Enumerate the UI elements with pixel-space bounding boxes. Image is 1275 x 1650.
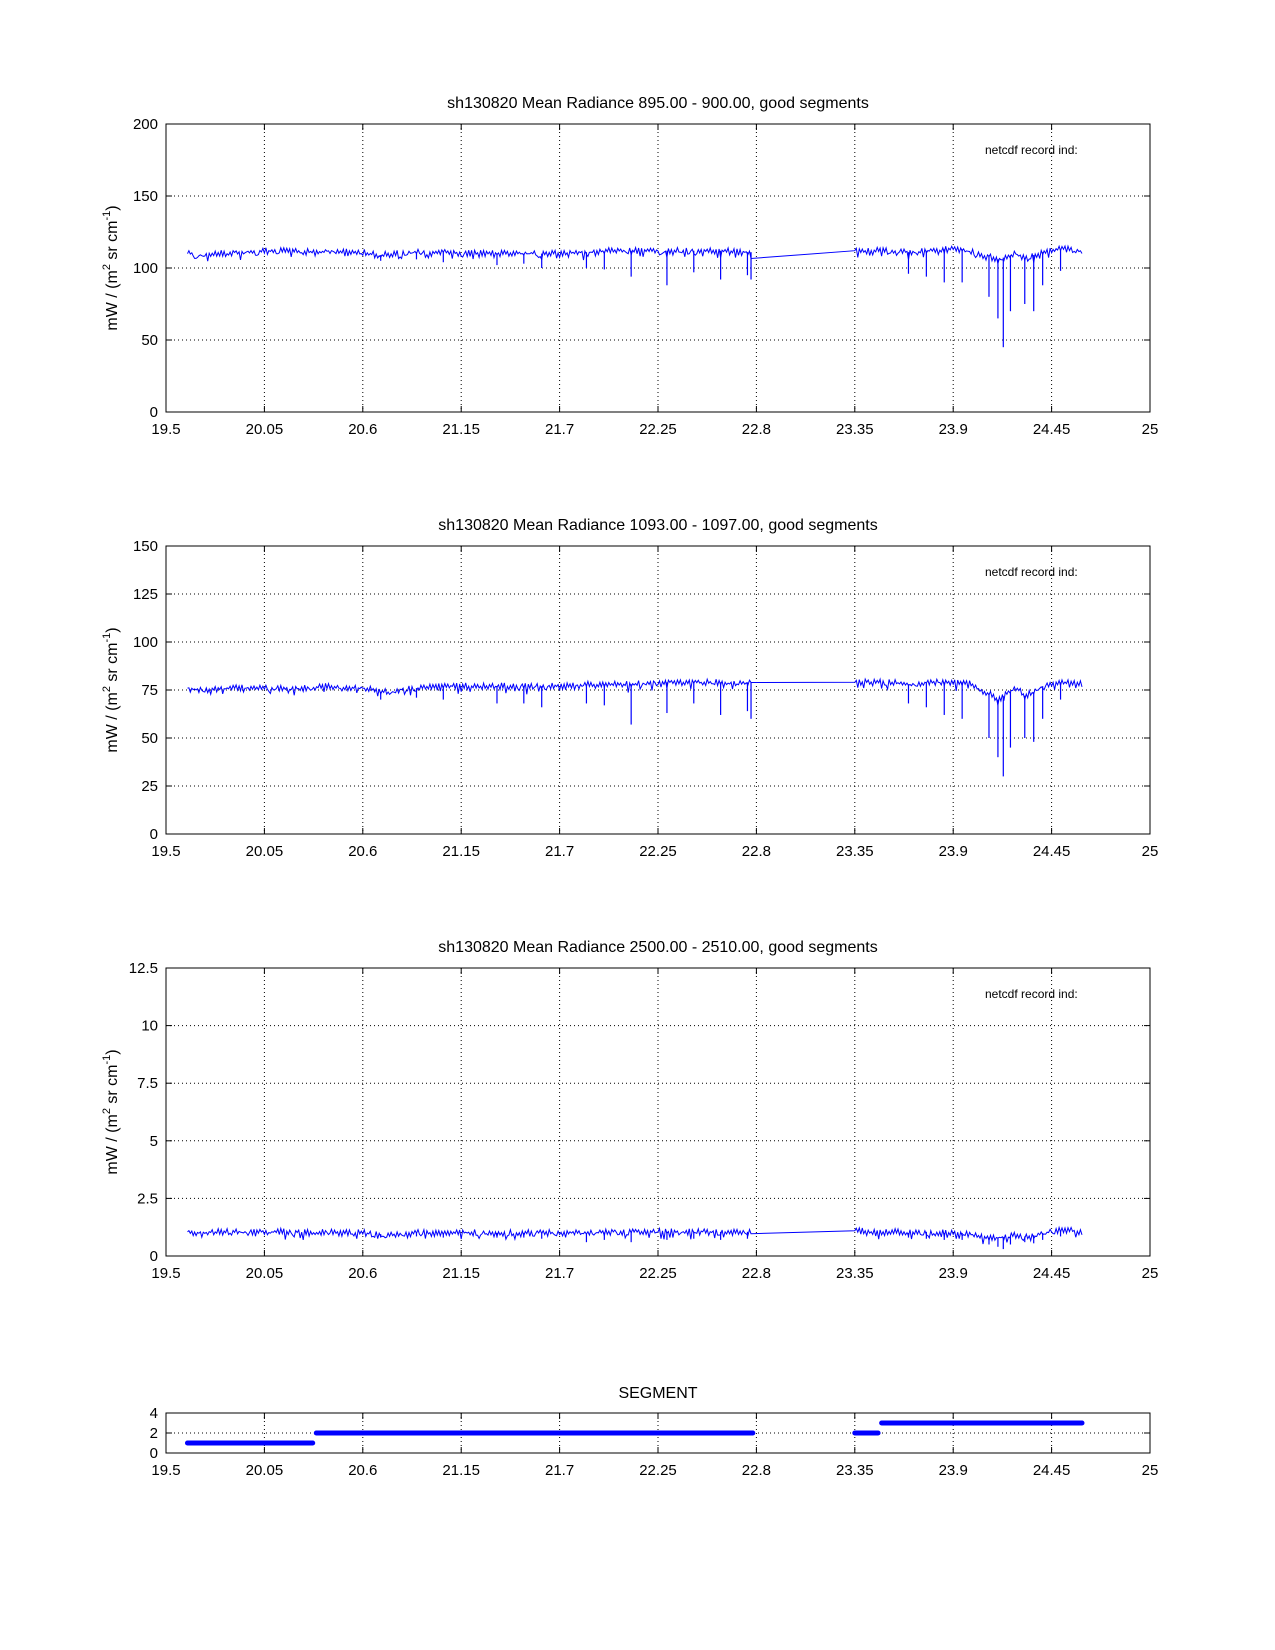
x-tick-label: 21.15 [442, 1462, 480, 1479]
x-tick-label: 25 [1141, 1462, 1159, 1479]
y-tick-label: 200 [132, 116, 158, 133]
x-tick-label: 21.15 [442, 843, 480, 860]
y-tick-label: 75 [141, 682, 158, 699]
y-tick-label: 150 [132, 188, 158, 205]
y-tick-labels [150, 1405, 158, 1462]
x-tick-label: 25 [1141, 421, 1159, 438]
segment-panel [150, 1385, 1159, 1479]
x-tick-label: 23.35 [836, 1462, 874, 1479]
x-tick-label: 22.25 [639, 1265, 677, 1282]
x-tick-label: 23.35 [836, 843, 874, 860]
y-tick-label: 50 [141, 332, 158, 349]
x-tick-label: 20.6 [348, 421, 378, 438]
x-tick-label: 22.8 [741, 843, 772, 860]
x-tick-label: 22.25 [639, 1462, 677, 1479]
x-tick-label: 20.05 [245, 843, 284, 860]
x-tick-label: 22.25 [639, 843, 677, 860]
x-tick-label: 22.8 [741, 421, 772, 438]
x-tick-label: 22.8 [741, 1265, 772, 1282]
annotation: netcdf record ind: [985, 987, 1078, 1001]
y-tick-label: 5 [149, 1132, 158, 1150]
x-tick-labels [151, 421, 1158, 438]
x-tick-label: 19.5 [151, 1265, 181, 1282]
x-tick-label: 21.15 [442, 421, 480, 438]
x-tick-label: 20.6 [348, 843, 378, 860]
x-tick-label: 23.9 [938, 843, 968, 860]
y-tick-label: 2 [149, 1425, 158, 1442]
x-tick-label: 24.45 [1032, 843, 1071, 860]
x-tick-label: 22.8 [741, 1462, 772, 1479]
y-tick-label: 0 [149, 1248, 158, 1265]
x-tick-label: 25 [1141, 843, 1159, 860]
x-tick-label: 25 [1141, 1265, 1159, 1282]
x-tick-label: 21.7 [544, 1462, 575, 1479]
x-tick-label: 19.5 [151, 843, 181, 860]
x-tick-label: 19.5 [151, 1462, 181, 1479]
y-axis-label: mW / ($m^2$ sr $cm^{-1}$) [101, 1049, 121, 1175]
radiance-line [188, 1228, 1083, 1245]
x-tick-label: 24.45 [1032, 421, 1071, 438]
grid [166, 546, 1150, 834]
y-tick-label: 150 [132, 538, 158, 555]
x-tick-labels [151, 843, 1158, 860]
x-tick-label: 20.05 [245, 1265, 284, 1282]
y-tick-label: 0 [149, 1445, 158, 1462]
y-tick-label: 100 [132, 634, 158, 651]
y-tick-labels [129, 960, 158, 1265]
y-tick-label: 50 [141, 730, 158, 747]
y-tick-label: 2.5 [137, 1190, 158, 1208]
x-tick-label: 20.05 [245, 1462, 284, 1479]
y-tick-label: 0 [149, 404, 158, 421]
x-tick-label: 21.7 [544, 1265, 575, 1282]
x-tick-label: 23.35 [836, 1265, 874, 1282]
series [188, 1228, 1083, 1250]
series [187, 1423, 1082, 1443]
radiance-panel-1093 [101, 517, 1158, 860]
annotation: netcdf record ind: [985, 143, 1078, 157]
radiance-panel-895 [101, 95, 1158, 438]
y-tick-label: 25 [141, 778, 158, 795]
panel-title: SEGMENT [618, 1385, 698, 1402]
x-tick-labels [151, 1462, 1158, 1479]
annotation: netcdf record ind: [985, 565, 1078, 579]
series [188, 679, 1083, 776]
y-tick-labels [133, 538, 158, 843]
y-tick-labels [133, 116, 158, 421]
x-tick-labels [151, 1265, 1158, 1282]
y-tick-label: 12.5 [128, 960, 158, 977]
x-tick-label: 20.6 [348, 1462, 378, 1479]
x-tick-label: 23.9 [938, 1265, 968, 1282]
x-tick-label: 24.45 [1032, 1462, 1071, 1479]
panel-title: sh130820 Mean Radiance 895.00 - 900.00, good segments [447, 95, 869, 112]
x-tick-label: 24.45 [1032, 1265, 1071, 1282]
x-tick-label: 21.7 [544, 421, 575, 438]
x-tick-label: 20.6 [348, 1265, 378, 1282]
grid [166, 968, 1150, 1256]
panel-title: sh130820 Mean Radiance 1093.00 - 1097.00, good segments [438, 517, 878, 534]
x-tick-label: 23.9 [938, 1462, 968, 1479]
y-tick-label: 125 [132, 586, 158, 603]
radiance-panel-2500 [101, 939, 1158, 1282]
series [188, 246, 1083, 347]
x-tick-label: 23.9 [938, 421, 968, 438]
x-tick-label: 20.05 [245, 421, 284, 438]
y-tick-label: 7.5 [137, 1075, 158, 1093]
y-tick-label: 4 [149, 1405, 158, 1422]
radiance-line [188, 679, 1083, 705]
x-tick-label: 19.5 [151, 421, 181, 438]
y-tick-label: 0 [149, 826, 158, 843]
grid [166, 124, 1150, 412]
y-axis-label: mW / ($m^2$ sr $cm^{-1}$) [101, 627, 121, 753]
y-tick-label: 100 [132, 260, 158, 277]
x-tick-label: 23.35 [836, 421, 874, 438]
x-tick-label: 21.7 [544, 843, 575, 860]
y-axis-label: mW / ($m^2$ sr $cm^{-1}$) [101, 205, 121, 331]
radiance-line [188, 246, 1083, 264]
y-tick-label: 10 [141, 1017, 158, 1035]
panel-title: sh130820 Mean Radiance 2500.00 - 2510.00, good segments [438, 939, 878, 956]
x-tick-label: 21.15 [442, 1265, 480, 1282]
x-tick-label: 22.25 [639, 421, 677, 438]
